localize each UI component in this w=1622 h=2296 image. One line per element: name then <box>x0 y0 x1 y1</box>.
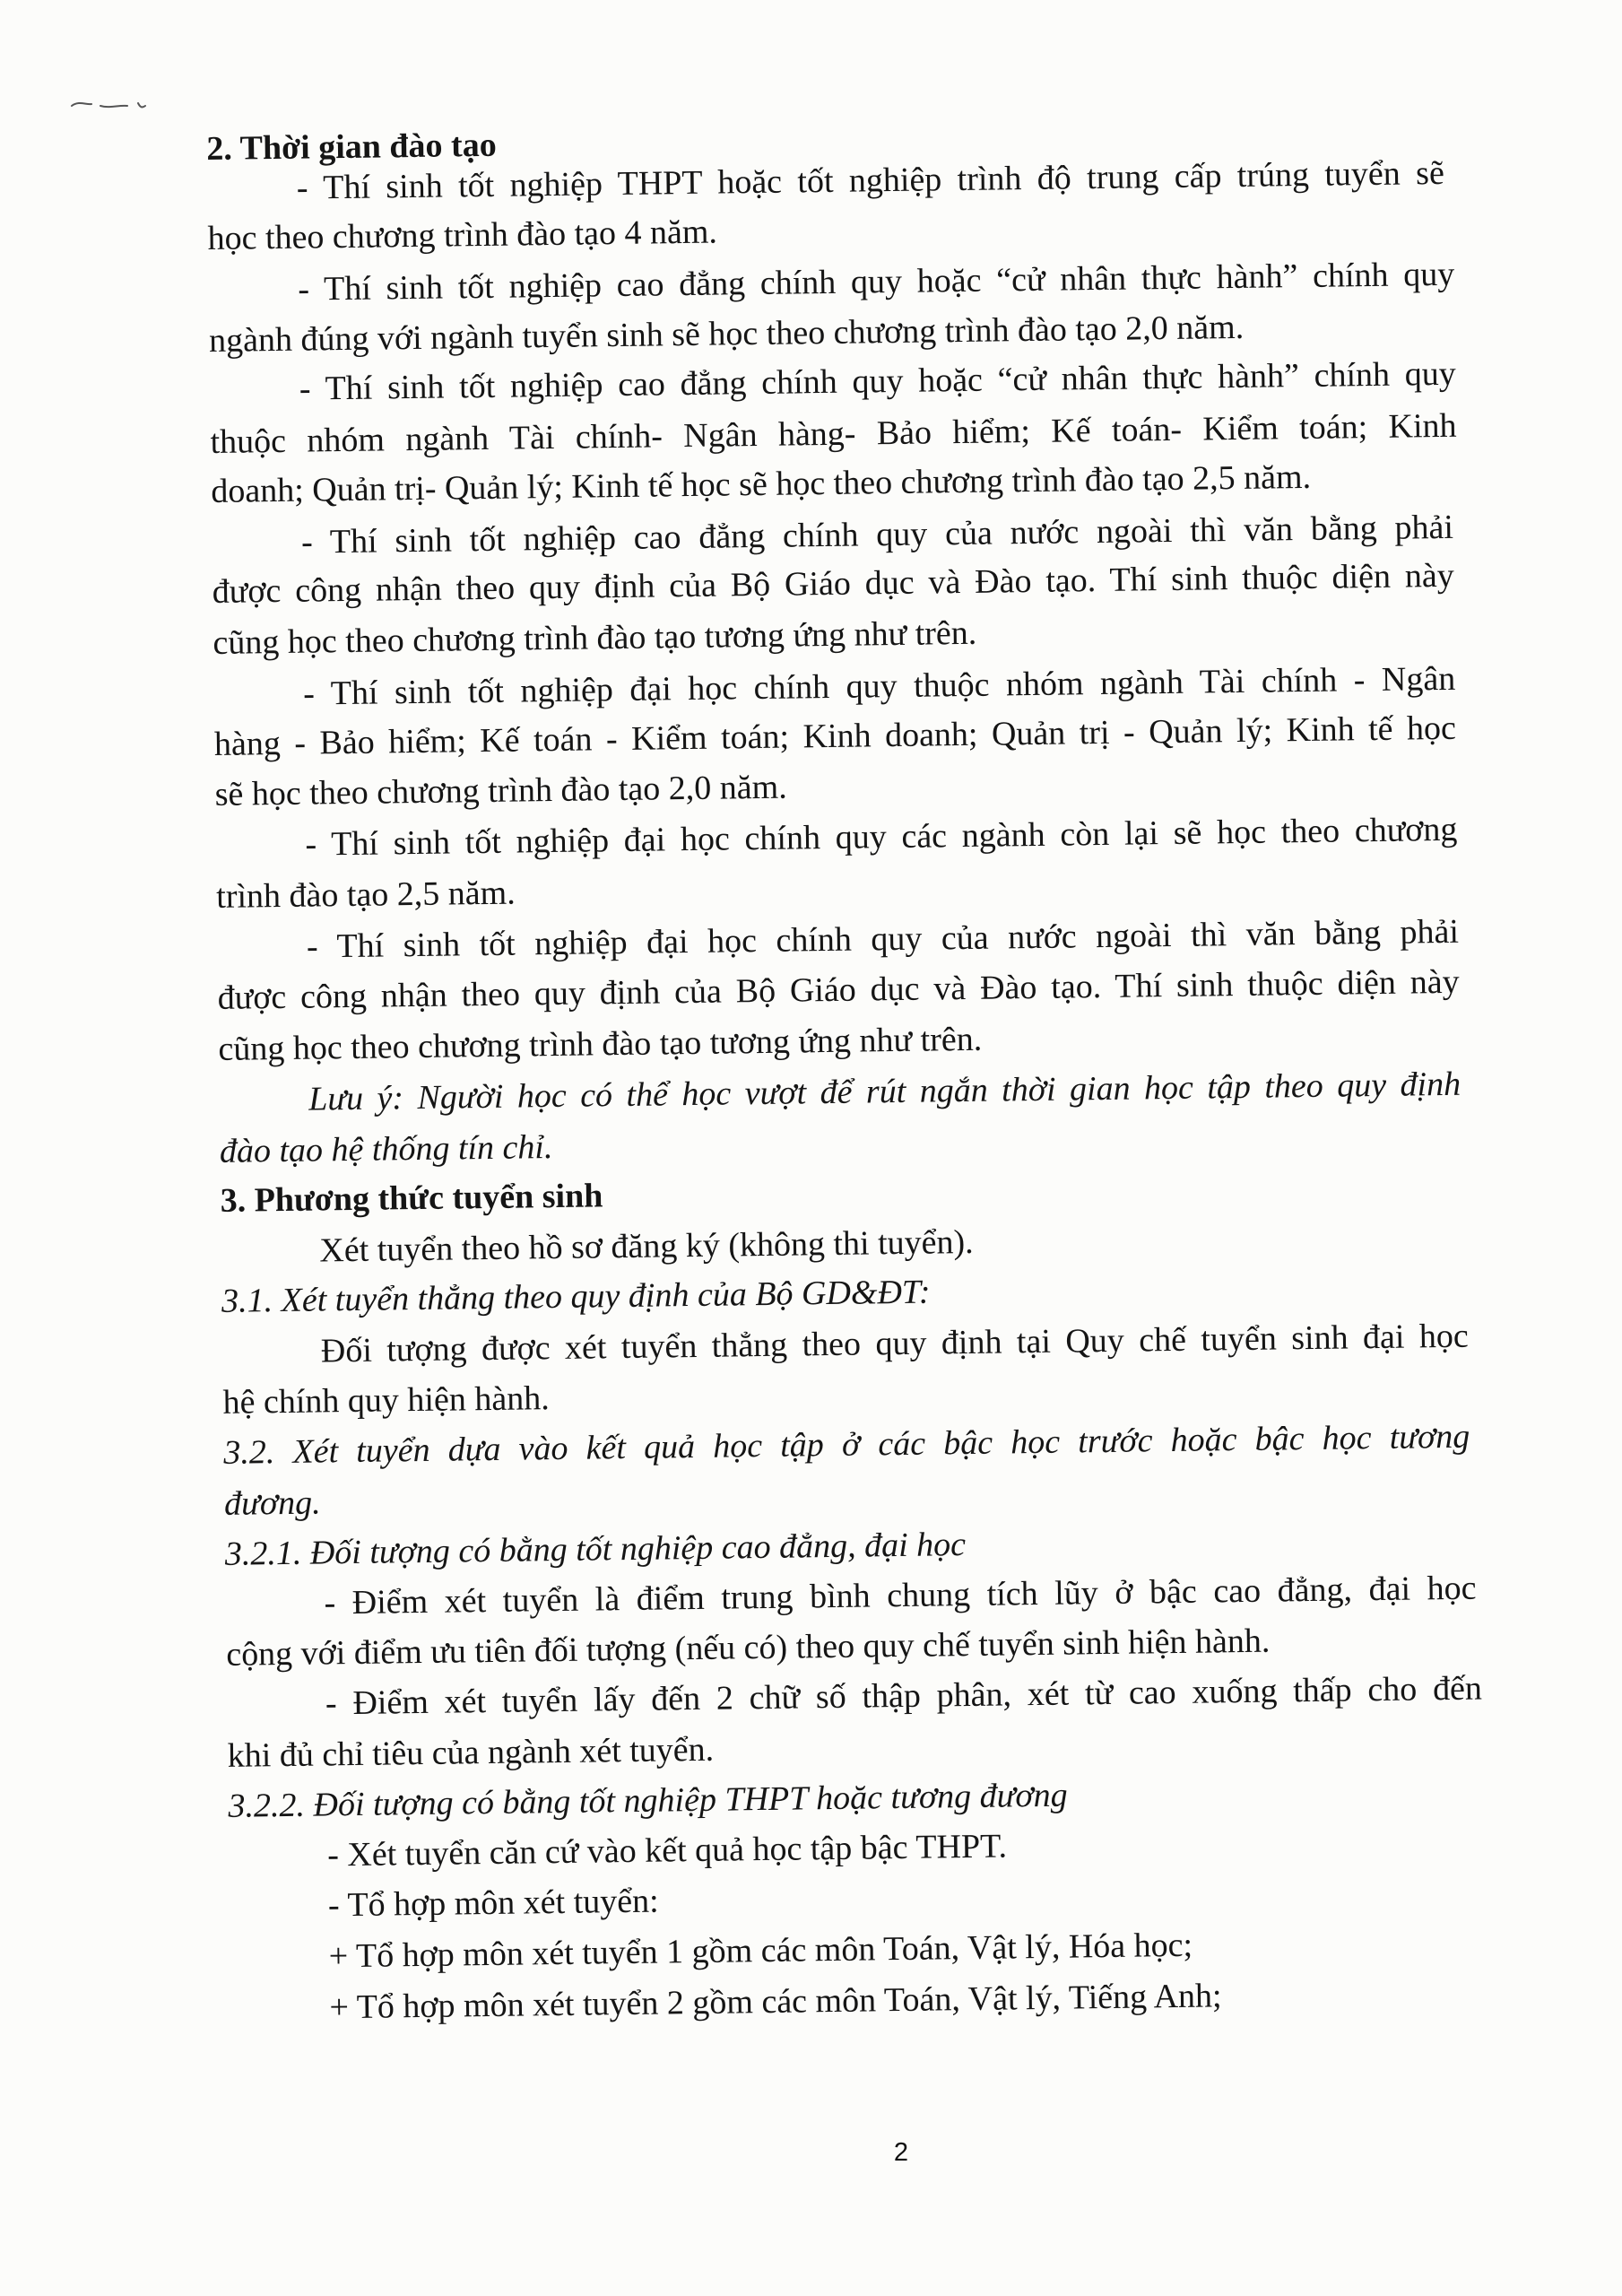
paragraph-line: được công nhận theo quy định của Bộ Giáo dục và Đào tạo. Thí sinh thuộc diện này <box>217 962 1460 1017</box>
subsection-heading: 3.2.2. Đối tượng có bằng tốt nghiệp THPT hoặc tương đương <box>228 1776 1068 1825</box>
paragraph-line: - Tổ hợp môn xét tuyển: <box>327 1882 659 1925</box>
paragraph-line: - Thí sinh tốt nghiệp THPT hoặc tốt nghiệp trình độ trung cấp trúng tuyển sẽ <box>296 153 1445 207</box>
paragraph-line: hệ chính quy hiện hành. <box>222 1379 550 1422</box>
paragraph-line: cũng học theo chương trình đào tạo tương ứng như trên. <box>213 613 977 662</box>
paragraph-line: - Thí sinh tốt nghiệp đại học chính quy của nước ngoài thì văn bằng phải <box>306 912 1460 966</box>
subsection-heading: 3.2. Xét tuyển dựa vào kết quả học tập ở các bậc học trước hoặc bậc học tương <box>223 1417 1470 1472</box>
paragraph-line: hàng - Bảo hiểm; Kế toán - Kiểm toán; Kinh doanh; Quản trị - Quản lý; Kinh tế học <box>213 709 1457 763</box>
paragraph-line: doanh; Quản trị- Quản lý; Kinh tế học sẽ học theo chương trình đào tạo 2,5 năm. <box>211 457 1312 510</box>
paragraph-line: - Xét tuyển căn cứ vào kết quả học tập bậc THPT. <box>326 1827 1008 1874</box>
paragraph-line: học theo chương trình đào tạo 4 năm. <box>207 213 718 257</box>
list-item: + Tổ hợp môn xét tuyển 1 gồm các môn Toán, Vật lý, Hóa học; <box>328 1926 1193 1976</box>
section-heading-admission-method: 3. Phương thức tuyển sinh <box>220 1177 603 1220</box>
paragraph-line: - Thí sinh tốt nghiệp cao đẳng chính quy hoặc “cử nhân thực hành” chính quy <box>299 354 1456 408</box>
subsection-heading: 3.1. Xét tuyển thẳng theo quy định của Bộ GD&ĐT: <box>221 1273 931 1320</box>
subsection-heading: đương. <box>223 1483 321 1523</box>
paragraph-line: ngành đúng với ngành tuyển sinh sẽ học theo chương trình đào tạo 2,0 năm. <box>208 308 1245 360</box>
paragraph-line: sẽ học theo chương trình đào tạo 2,0 năm. <box>214 768 787 813</box>
paragraph-line: khi đủ chỉ tiêu của ngành xét tuyển. <box>227 1730 715 1775</box>
scan-mark-icon <box>70 97 155 111</box>
list-item: + Tổ hợp môn xét tuyển 2 gồm các môn Toán, Vật lý, Tiếng Anh; <box>329 1977 1222 2027</box>
paragraph-line: - Thí sinh tốt nghiệp đại học chính quy các ngành còn lại sẽ học theo chương <box>305 810 1458 864</box>
paragraph-line: Đối tượng được xét tuyển thẳng theo quy định tại Quy chế tuyển sinh đại học <box>320 1317 1470 1370</box>
paragraph-line: cũng học theo chương trình đào tạo tương ứng như trên. <box>218 1020 983 1068</box>
paragraph-line: cộng với điểm ưu tiên đối tượng (nếu có) theo quy chế tuyển sinh hiện hành. <box>226 1622 1271 1674</box>
subsection-heading: 3.2.1. Đối tượng có bằng tốt nghiệp cao đẳng, đại học <box>224 1526 967 1573</box>
paragraph-line: trình đào tạo 2,5 năm. <box>215 874 516 916</box>
page-number: 2 <box>893 2138 909 2167</box>
document-body <box>206 110 1533 2027</box>
paragraph-line: - Điểm xét tuyển là điểm trung bình chung tích lũy ở bậc cao đẳng, đại học <box>324 1569 1477 1622</box>
paragraph-line: - Điểm xét tuyển lấy đến 2 chữ số thập phân, xét từ cao xuống thấp cho đến <box>325 1669 1483 1723</box>
section-heading-training-duration: 2. Thời gian đào tạo <box>206 126 497 168</box>
paragraph-line: - Thí sinh tốt nghiệp đại học chính quy thuộc nhóm ngành Tài chính - Ngân <box>303 659 1456 713</box>
note-line: đào tạo hệ thống tín chỉ. <box>219 1128 553 1170</box>
paragraph-line: Xét tuyển theo hồ sơ đăng ký (không thi tuyển). <box>319 1222 974 1270</box>
paragraph-line: thuộc nhóm ngành Tài chính- Ngân hàng- Bảo hiểm; Kế toán- Kiểm toán; Kinh <box>210 406 1457 461</box>
note-line: Lưu ý: Người học có thể học vượt để rút ngắn thời gian học tập theo quy định <box>308 1065 1462 1118</box>
paragraph-line: - Thí sinh tốt nghiệp cao đẳng chính quy hoặc “cử nhân thực hành” chính quy <box>298 255 1455 309</box>
paragraph-line: được công nhận theo quy định của Bộ Giáo dục và Đào tạo. Thí sinh thuộc diện này <box>212 556 1454 611</box>
paragraph-line: - Thí sinh tốt nghiệp cao đẳng chính quy của nước ngoài thì văn bằng phải <box>300 508 1454 561</box>
